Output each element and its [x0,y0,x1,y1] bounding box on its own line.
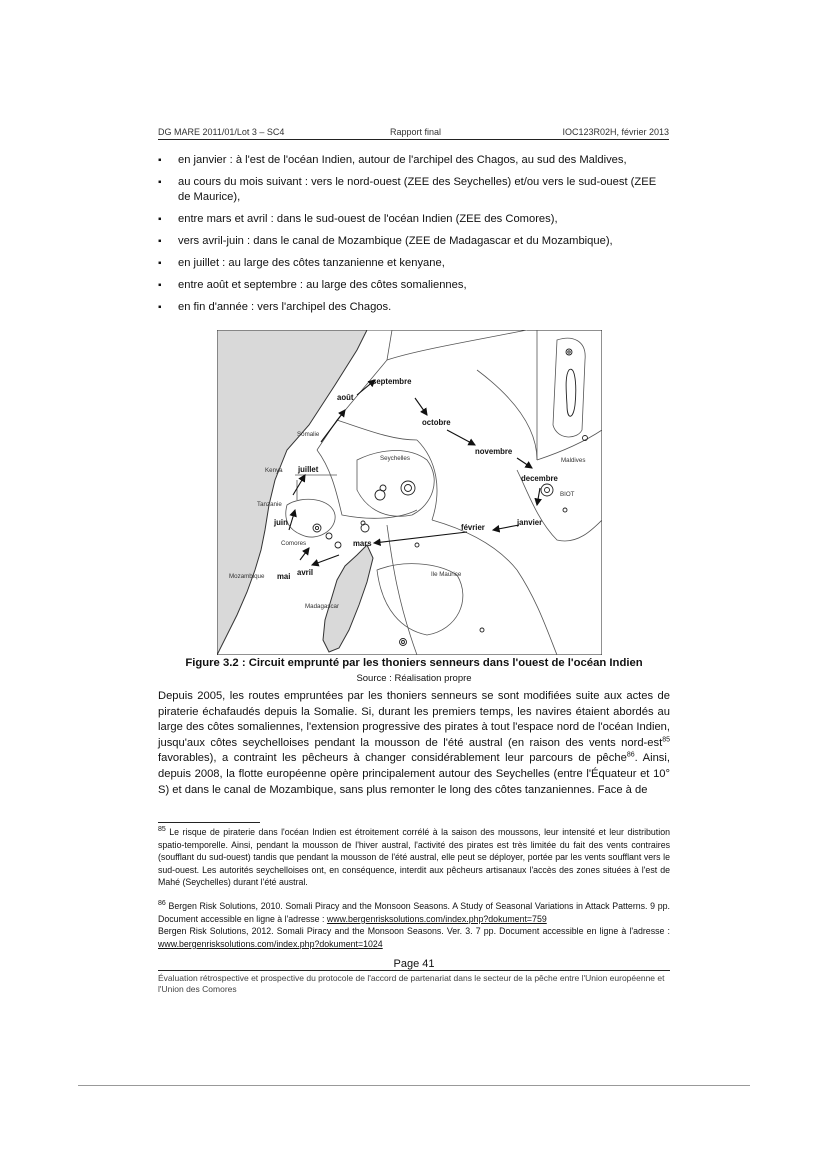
label-madagascar: Madagascar [305,603,340,610]
list-item: ▪ vers avril-juin : dans le canal de Mozambique (ZEE de Madagascar et du Mozambique), [158,234,670,249]
label-juin: juin [274,518,288,527]
label-mozambique: Mozambique [229,573,265,580]
page-number: Page 41 [393,958,435,970]
footnote-ref-86[interactable]: 86 [626,751,635,759]
list-item: ▪ en fin d'année : vers l'archipel des Chagos. [158,300,670,315]
label-seychelles: Seychelles [380,455,410,462]
label-biot: BIOT [560,491,575,498]
footnote-number: 86 [158,900,166,908]
footnote-link-759[interactable]: www.bergenrisksolutions.com/index.php?dokument=759 [326,913,547,924]
list-item: ▪ en juillet : au large des côtes tanzanienne et kenyane, [158,256,670,271]
footnote-divider [158,822,260,823]
footnote-ref-85[interactable]: 85 [662,736,670,744]
list-item: ▪ entre août et septembre : au large des côtes somaliennes, [158,278,670,293]
label-maldives: Maldives [561,457,586,464]
bullet-list [158,153,670,322]
footnote-text: Bergen Risk Solutions, 2010. Somali Piracy and the Monsoon Seasons. A Study of Seasonal Variations in Attack Patterns. 9 pp. Document accessible en ligne à l'adresse : [158,901,670,924]
label-fevrier: février [461,523,485,532]
label-mai: mai [277,572,291,581]
header-left: DG MARE 2011/01/Lot 3 – SC4 [158,127,285,137]
label-ile-maurice: Ile Maurice [431,571,462,578]
footnote-85 [158,826,670,889]
label-janvier: janvier [517,518,543,527]
page-footer: Évaluation rétrospective et prospective du protocole de l'accord de partenariat dans le secteur de la pêche entre l'Union européenne et l'Union des Comores [158,973,665,994]
label-aout: août [337,393,354,402]
paragraph-text-1: Depuis 2005, les routes empruntées par les thoniers senneurs se sont modifiées suite aux actes de piraterie échafaudés depuis la Somalie. Si, durant les premiers temps, les navires étaient abordés au large des côtes somaliennes, l'extension progressive des pirates à tout l'espace nord de l'océan Indien, jusqu'aux côtes seychelloises pendant la mousson de l'été austral (en raison des vents nord-est [158,690,670,749]
footnote-number: 85 [158,826,166,834]
label-avril: avril [297,568,314,577]
footnote-text: Bergen Risk Solutions, 2012. Somali Piracy and the Monsoon Seasons. Ver. 3. 7 pp. Document accessible en ligne à l'adresse : [158,926,670,937]
footer-divider [158,970,670,971]
figure-caption: Figure 3.2 : Circuit emprunté par les thoniers senneurs dans l'ouest de l'océan Indien [185,657,643,669]
footnote-link-1024[interactable]: www.bergenrisksolutions.com/index.php?dokument=1024 [158,938,383,949]
list-item: ▪ en janvier : à l'est de l'océan Indien, autour de l'archipel des Chagos, au sud des Maldives, [158,153,670,168]
header-center: Rapport final [390,127,442,137]
paragraph-text-3: . Ainsi, depuis 2008, la flotte européenne opère principalement autour des Seychelles (entre l'Équateur et 10° S) et dans le canal de Mozambique, sans plus remonter le long des côtes tanzaniennes. Face à de [158,752,670,796]
label-juillet: juillet [298,465,319,474]
page-bottom-divider [78,1085,750,1086]
label-septembre: septembre [372,377,412,386]
label-kenya: Kenya [265,467,283,474]
page-header [158,127,669,140]
footnote-text: Le risque de piraterie dans l'océan Indien est étroitement corrélé à la saison des moussons, leur intensité et leur distribution spatio-temporelle. Ainsi, pendant la mousson de l'hiver austral, l'activité des pirates est très limitée du fait des vents contraires (soufflant du sud-ouest) tandis que pendant la mousson de l'été austral, elle peut se déployer, portée par les vents soufflant vers le sud-ouest. Les autorités seychelloises ont, en conséquence, interdit aux pêcheurs artisanaux l'accès des zones situées à l'est de Mahé (Seychelles) durant l'été austral. [158,827,670,888]
paragraph-text-2: favorables), a contraint les pêcheurs à changer considérablement leur parcours de pêche [158,752,627,765]
list-item: ▪ entre mars et avril : dans le sud-ouest de l'océan Indien (ZEE des Comores), [158,212,670,227]
header-right: IOC123R02H, février 2013 [562,127,669,137]
footnote-86 [158,900,670,950]
label-novembre: novembre [475,447,513,456]
label-tanzanie: Tanzanie [257,501,282,508]
label-octobre: octobre [422,418,451,427]
label-somalie: Somalie [297,431,320,438]
list-item: ▪ au cours du mois suivant : vers le nord-ouest (ZEE des Seychelles) et/ou vers le sud-ouest (ZEE de Maurice), [158,175,670,205]
label-comores: Comores [281,540,307,547]
body-paragraph [158,689,670,798]
tuna-route-map [217,330,602,655]
figure-source: Source : Réalisation propre [356,673,472,684]
label-mars: mars [353,539,372,548]
label-decembre: decembre [521,474,558,483]
